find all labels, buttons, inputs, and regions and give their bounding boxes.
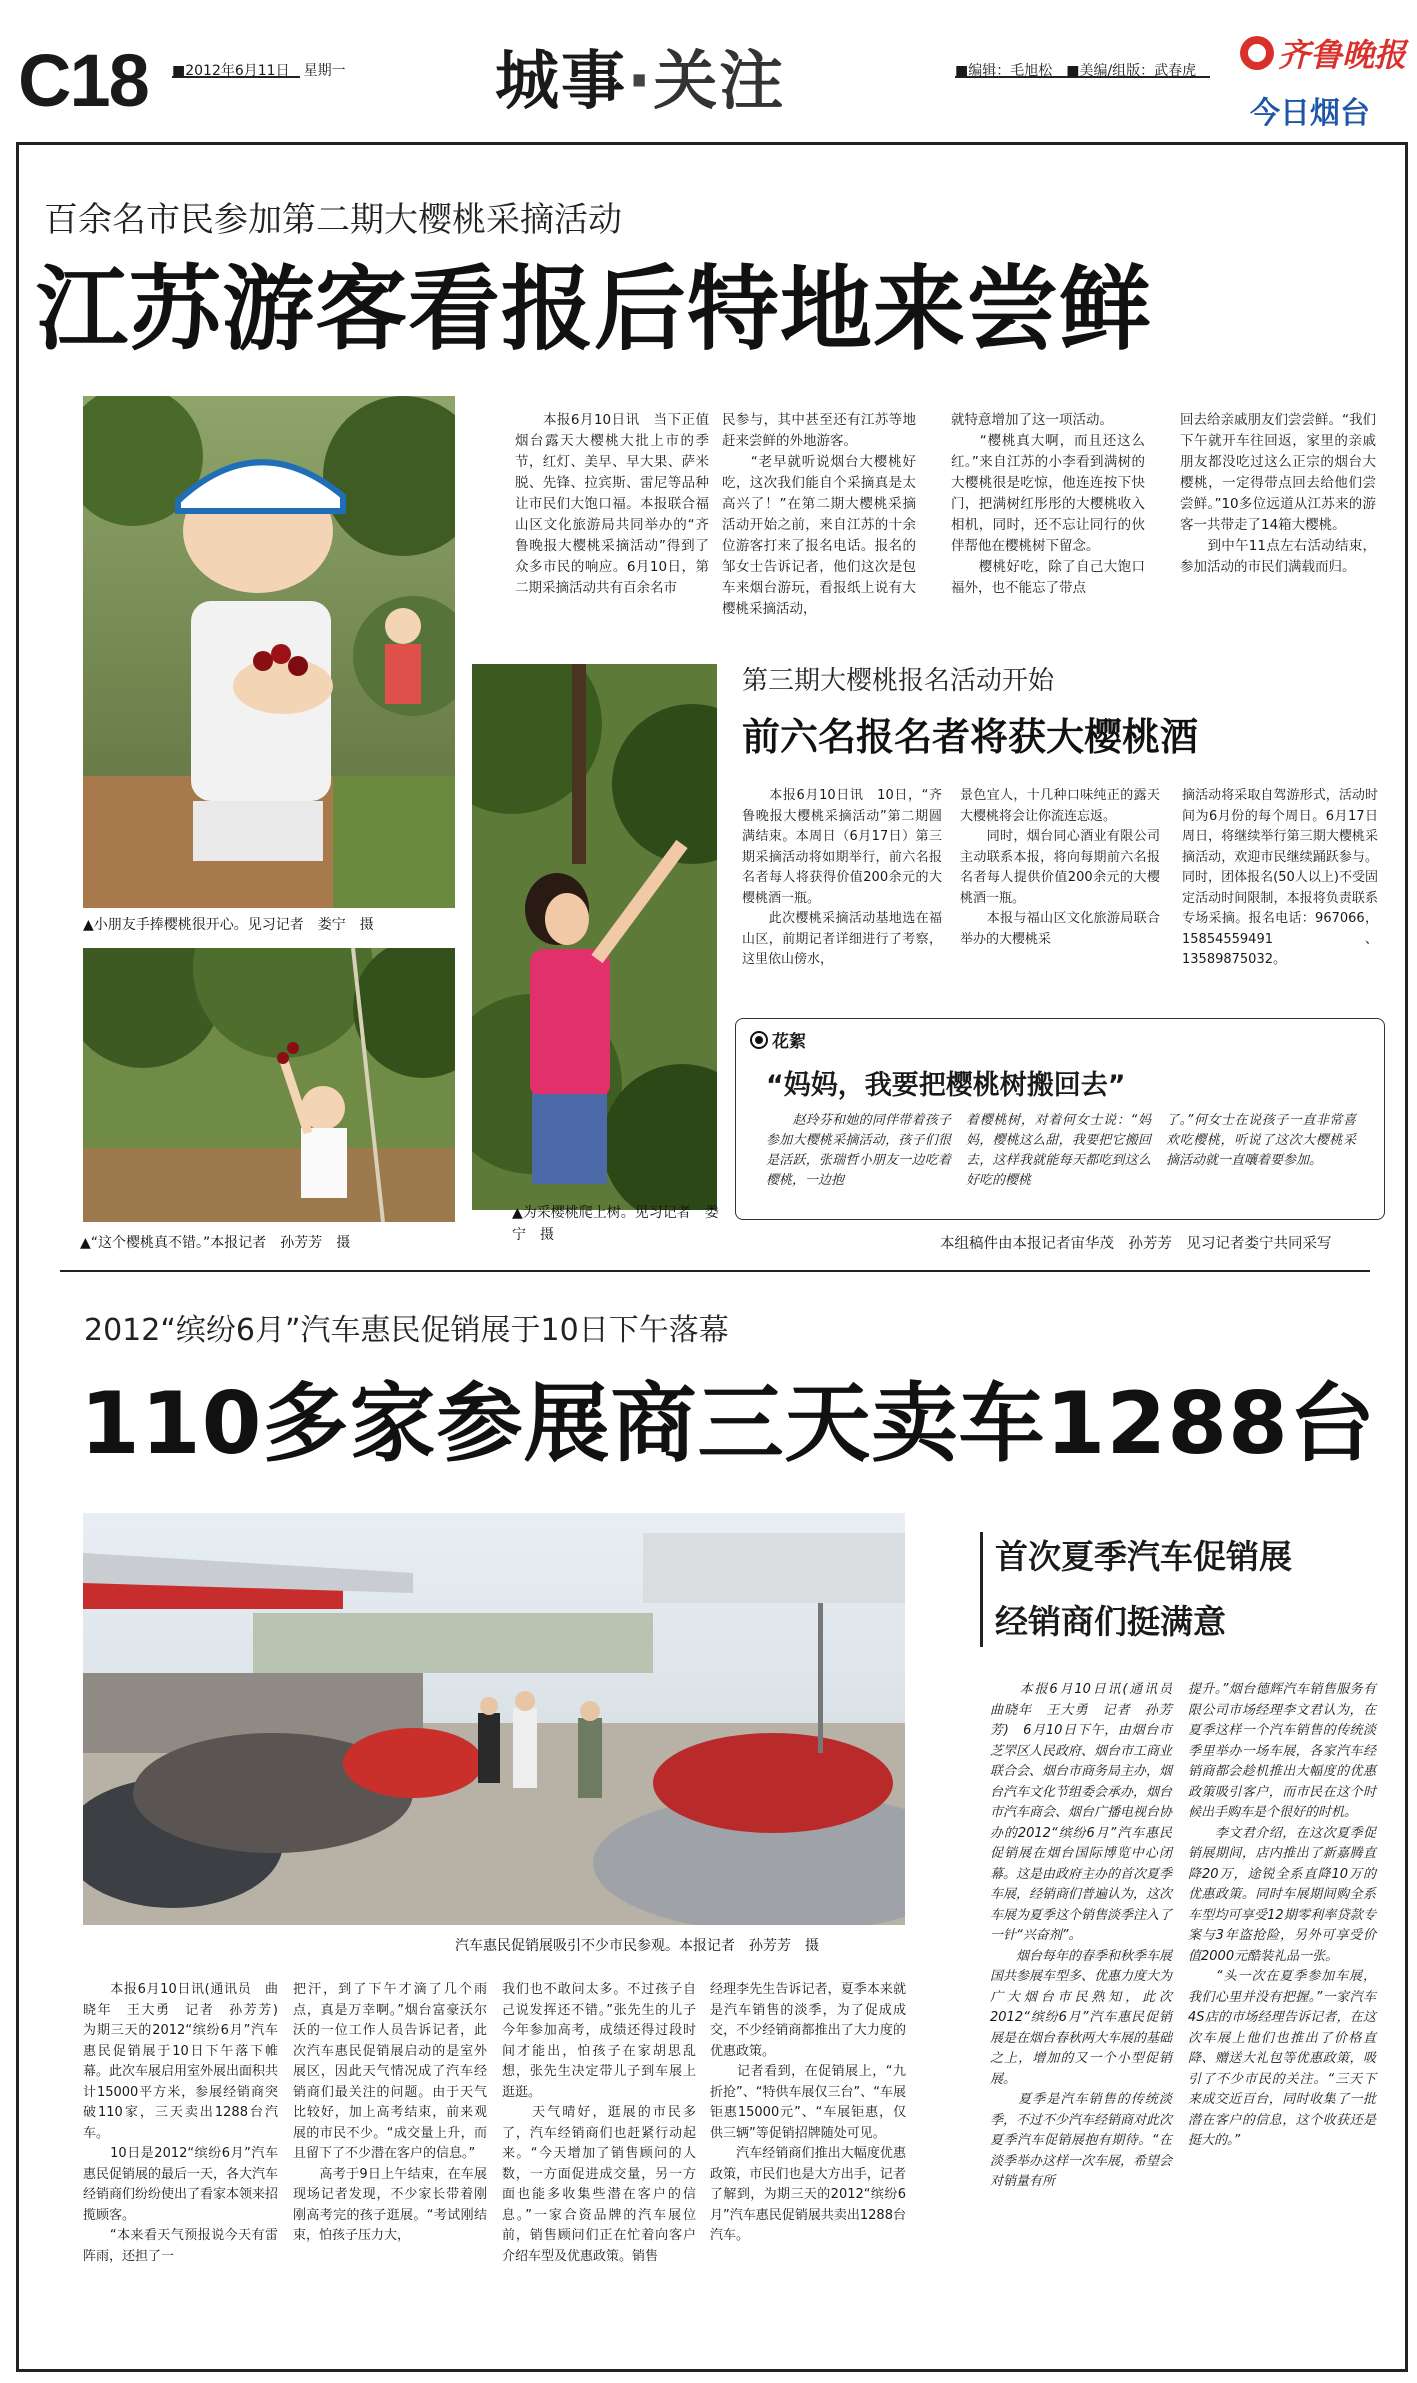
story1-column: 就特意增加了这一项活动。 “樱桃真大啊，而且还这么红。”来自江苏的小李看到满树的大樱桃很是吃惊，他连连按下快门，把满树红彤彤的大樱桃收入相机，同时，还不忘让同行的伙伴帮他在樱桃树下留念。 樱桃好吃，除了自己大饱口福外，也不能忘了带点 xyxy=(951,412,1145,596)
story2-column: 把汗，到了下午才滴了几个雨点，真是万幸啊。”烟台富豪沃尔沃的一位工作人员告诉记者，此次汽车惠民促销展启动的是室外展区，因此天气情况成了汽车经销商们最关注的问题。由于天气比较好，加上高考结束，前来观展的市民不少。“成交量上升，而且留下了不少潜在客户的信息。” 高考于9日上午结束，在车展现场记者发现，不少家长带着刚刚高考完的孩子逛展。“考试刚结束，怕孩子压力大， xyxy=(293,1982,487,2243)
sidebar-column: 着樱桃树，对着何女士说：“妈妈，樱桃这么甜，我要把它搬回去，这样我就能每天都吃到这么好吃的樱桃 xyxy=(966,1113,1151,1188)
story1-sub-kicker: 第三期大樱桃报名活动开始 xyxy=(742,666,1055,696)
caption-photo2: ▲“这个樱桃真不错。”本报记者 孙芳芳 摄 xyxy=(80,1235,351,1251)
story1-column: 本报6月10日讯 当下正值烟台露天大樱桃大批上市的季节，红灯、美早、早大果、萨米脱、先锋、拉宾斯、雷尼等品种让市民们大饱口福。本报联合福山区文化旅游局共同举办的“齐鲁晚报大樱桃采摘活动”得到了众多市民的响应。6月10日，第二期采摘活动共有百余名市 xyxy=(515,412,709,596)
story1-kicker: 百余名市民参加第二期大樱桃采摘活动 xyxy=(44,200,622,240)
story1-credit: 本组稿件由本报记者宙华茂 孙芳芳 见习记者娄宁共同采写 xyxy=(940,1236,1332,1252)
story2-column: 我们也不敢问太多。不过孩子自己说发挥还不错。”张先生的儿子今年参加高考，成绩还得过段时间才能出，怕孩子在家胡思乱想，张先生决定带儿子到车展上逛逛。 天气晴好，逛展的市民多了，汽车经销商们也赶紧行动起来。“今天增加了销售顾问的人数，一方面促进成交量，另一方面也能多收集些潜在客户的信息。”一家合资品牌的汽车展位前，销售顾问们正在忙着向客户介绍车型及优惠政策。销售 xyxy=(502,1982,696,2264)
photo-boy-reaching xyxy=(83,948,455,1222)
paper-name: 齐鲁晚报 xyxy=(1278,36,1407,74)
story2-sub-headline-1: 首次夏季汽车促销展 xyxy=(995,1537,1292,1576)
story1-headline: 江苏游客看报后特地来尝鲜 xyxy=(36,256,1153,363)
section-title-a: 城事 xyxy=(495,45,627,119)
sidebar-title: “妈妈，我要把樱桃树搬回去” xyxy=(766,1070,1126,1101)
section-divider xyxy=(60,1270,1370,1272)
section-title-b: 关注 xyxy=(653,45,786,119)
story1-sub-column: 本报6月10日讯 10日，“齐鲁晚报大樱桃采摘活动”第二期圆满结束。本周日（6月17日）第三期采摘活动将如期举行，前六名报名者每人将获得价值200余元的大樱桃酒一瓶。 此次樱桃采摘活动基地选在福山区，前期记者详细进行了考察，这里依山傍水， xyxy=(742,788,942,967)
section-title-dot: · xyxy=(627,45,654,119)
photo-woman-tree xyxy=(472,664,717,1210)
story2-column: 经理李先生告诉记者，夏季本来就是汽车销售的淡季，为了促成成交，不少经销商都推出了大力度的优惠政策。 记者看到，在促销展上，“九折抢”、“特供车展仅三台”、“车展钜惠15000元”、“车展钜惠，仅供三辆”等促销招牌随处可见。 汽车经销商们推出大幅度优惠政策，市民们也是大方出手，记者了解到，为期三天的2012“缤纷6月”汽车惠民促销展共卖出1288台汽车。 xyxy=(710,1982,906,2243)
story2-headline: 110多家参展商三天卖车1288台 xyxy=(80,1374,1376,1474)
photo-child-cherries xyxy=(83,396,455,908)
page-number: C18 xyxy=(18,39,148,122)
issue-date: ■2012年6月11日 星期一 xyxy=(172,63,346,79)
sub-headline-bar xyxy=(980,1532,983,1647)
masthead xyxy=(0,0,1417,135)
sidebar-box xyxy=(735,1018,1385,1220)
sidebar-column: 赵玲芬和她的同伴带着孩子参加大樱桃采摘活动，孩子们很是活跃，张瑞哲小朋友一边吃着樱桃，一边抱 xyxy=(766,1113,951,1188)
caption-photo3: ▲为采樱桃爬上树。见习记者 娄宁 摄 xyxy=(512,1205,719,1244)
sidebar-tag-label: 花絮 xyxy=(772,1032,806,1052)
photo-car-show xyxy=(83,1513,905,1925)
story2-sub-column: 本报6月10日讯(通讯员 曲晓年 王大勇 记者 孙芳芳) 6月10日下午，由烟台市芝罘区人民政府、烟台市工商业联合会、烟台市商务局主办，烟台汽车文化节组委会承办，烟台市汽车商会、烟台广播电视台协办的2012“缤纷6月”汽车惠民促销展在烟台国际博览中心闭幕。这是由政府主办的首次夏季车展，经销商们普遍认为，这次车展为夏季这个销售淡季注入了一针“兴奋剂”。 烟台每年的春季和秋季车展国共参展车型多、优惠力度大为广大烟台市民熟知，此次2012“缤纷6月”汽车惠民促销展是在烟台春秋两大车展的基础之上，增加的又一个小型促销展。 夏季是汽车销售的传统淡季，不过不少汽车经销商对此次夏季汽车促销展抱有期待。“在淡季举办这样一次车展，希望会对销量有所 xyxy=(990,1682,1173,2189)
story1-column: 民参与，其中甚至还有江苏等地赶来尝鲜的外地游客。 “老早就听说烟台大樱桃好吃，这次我们能自个采摘真是太高兴了！”在第二期大樱桃采摘活动开始之前，来自江苏的十余位游客打来了报名电话。报名的邹女士告诉记者，他们这次是包车来烟台游玩，看报纸上说有大樱桃采摘活动， xyxy=(722,412,916,617)
story2-kicker: 2012“缤纷6月”汽车惠民促销展于10日下午落幕 xyxy=(84,1313,729,1348)
story2-sub-headline-2: 经销商们挺满意 xyxy=(995,1602,1226,1641)
sidebar-tag xyxy=(750,1027,806,1052)
story1-sub-column: 景色宜人，十几种口味纯正的露天大樱桃将会让你流连忘返。 同时，烟台同心酒业有限公司主动联系本报，将向每期前六名报名者每人提供价值200余元的大樱桃酒一瓶。 本报与福山区文化旅游局联合举办的大樱桃采 xyxy=(960,788,1160,947)
story2-sub-column: 提升。”烟台德辉汽车销售服务有限公司市场经理李文君认为，在夏季这样一个汽车销售的传统淡季里举办一场车展，各家汽车经销商都会趁机推出大幅度的优惠政策吸引客户，而市民在这个时候出手购车是个很好的时机。 李文君介绍，在这次夏季促销展期间，店内推出了新嘉腾直降20万，途锐全系直降10万的优惠政策。同时车展期间购全系车型均可享受12期零利率贷款专案与3年盗抢险，另外可享受价值2000元酷装礼品一张。 “头一次在夏季参加车展，我们心里并没有把握。”一家汽车4S店的市场经理告诉记者，在这次车展上他们也推出了价格直降、赠送大礼包等优惠政策，吸引了不少市民的关注。“三天下来成交近百台，同时收集了一批潜在客户的信息，这个收获还是挺大的。” xyxy=(1188,1682,1376,2148)
story1-column: 回去给亲戚朋友们尝尝鲜。“我们下午就开车往回返，家里的亲戚朋友都没吃过这么正宗的烟台大樱桃，一定得带点回去给他们尝尝鲜。”10多位远道从江苏来的游客一共带走了14箱大樱桃。 到中午11点左右活动结束，参加活动的市民们满载而归。 xyxy=(1180,412,1376,575)
section-title xyxy=(495,30,785,122)
paper-logo xyxy=(1240,30,1406,76)
story1-sub-column: 摘活动将采取自驾游形式，活动时间为6月份的每个周日。6月17日周日，将继续举行第三期大樱桃采摘活动，欢迎市民继续踊跃参与。同时，团体报名(50人以上)不受固定活动时间限制，本报将负责联系专场采摘。报名电话：967066，15854559491、13589875032。 xyxy=(1182,788,1378,967)
edition-name: 今日烟台 xyxy=(1250,96,1370,131)
caption-photo1: ▲小朋友手捧樱桃很开心。见习记者 娄宁 摄 xyxy=(83,917,374,933)
story2-column: 本报6月10日讯(通讯员 曲晓年 王大勇 记者 孙芳芳) 为期三天的2012“缤纷6月”汽车惠民促销展于10日下午落下帷幕。此次车展启用室外展出面积共计15000平方米，参展经销商突破110家，三天卖出1288台汽车。 10日是2012“缤纷6月”汽车惠民促销展的最后一天，各大汽车经销商们纷纷使出了看家本领来招揽顾客。 “本来看天气预报说今天有雷阵雨，还担了一 xyxy=(83,1982,279,2264)
sidebar-column: 了。”何女士在说孩子一直非常喜欢吃樱桃，听说了这次大樱桃采摘活动就一直嚷着要参加。 xyxy=(1166,1113,1356,1168)
story1-sub-headline: 前六名报名者将获大樱桃酒 xyxy=(742,715,1199,759)
caption-car-show: 汽车惠民促销展吸引不少市民参观。本报记者 孙芳芳 摄 xyxy=(455,1938,819,1954)
flower-icon xyxy=(750,1031,768,1049)
editor-credits: ■编辑：毛旭松 ■美编/组版：武春虎 xyxy=(955,63,1197,79)
paper-logo-icon xyxy=(1240,36,1274,70)
